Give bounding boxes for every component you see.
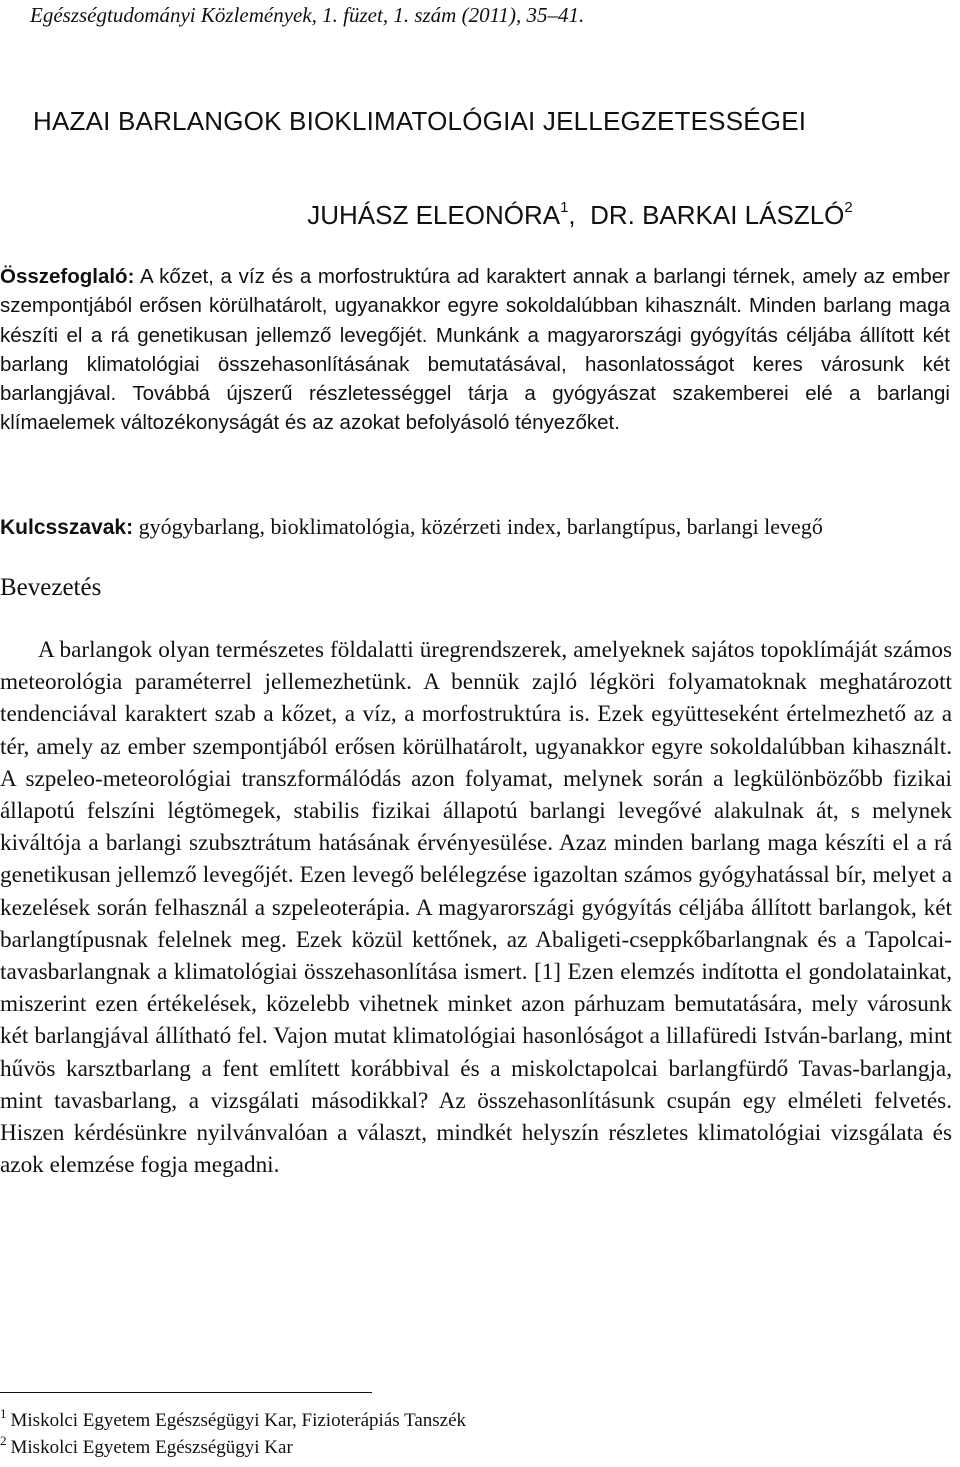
author-affiliation-mark: 2 xyxy=(844,199,853,216)
article-title: HAZAI BARLANGOK BIOKLIMATOLÓGIAI JELLEGZETESSÉGEI xyxy=(33,106,807,136)
author-name: DR. BARKAI LÁSZLÓ xyxy=(590,200,845,230)
abstract-text: A kőzet, a víz és a morfostruktúra ad karaktert annak a barlangi térnek, amely az ember szempontjából erősen körülhatárolt, ugyanakkor egyre sokoldalúbban kihasznált. Minden barlang maga készíti el a rá genetikusan jellemző levegőjét. Munkánk a magyarországi gyógyítás céljába állított két barlang klimatológiai összehasonlításának bemutatásával, hasonlatosságot keres városunk két barlangjával. Továbbá újszerű részletességgel tárja a gyógyászat szakemberei elé a barlangi klímaelemek változékonyságát és az azokat befolyásoló tényezőket. xyxy=(0,265,950,435)
footnote-divider xyxy=(0,1392,372,1393)
section-heading: Bevezetés xyxy=(0,574,102,601)
journal-citation: Egészségtudományi Közlemények, 1. füzet, 1. szám (2011), 35–41. xyxy=(30,3,585,27)
author-separator: , xyxy=(568,200,576,230)
footnote-item xyxy=(0,1434,466,1461)
footnote-text: Miskolci Egyetem Egészségügyi Kar xyxy=(10,1437,293,1458)
author-affiliation-mark: 1 xyxy=(560,199,569,216)
footnote-text: Miskolci Egyetem Egészségügyi Kar, Fizioterápiás Tanszék xyxy=(10,1410,467,1431)
body-paragraph xyxy=(0,634,952,1181)
author-list xyxy=(0,198,960,232)
abstract xyxy=(0,262,950,438)
keywords xyxy=(0,512,950,543)
body-paragraph-text: A barlangok olyan természetes földalatti üregrendszerek, amelyeknek sajátos topoklímáját számos meteorológia paraméterrel jellemezhetünk. A bennük zajló légköri folyamatoknak meghatározott tendenciával karaktert szab a kőzet, a víz, a morfostruktúra is. Ezek együtteseként értelmezhető az a tér, amely az ember szempontjából erősen körülhatárolt, ugyanakkor egyre sokoldalúbban kihasznált. A szpeleo-meteorológiai transzformálódás azon folyamat, melynek során a legkülönbözőbb fizikai állapotú felszíni légtömegek, stabilis fizikai állapotú barlangi levegővé alakulnak át, s melynek kiváltója a barlangi szubsztrátum hatásának érvényesülése. Azaz minden barlang maga készíti el a rá genetikusan jellemző levegőjét. Ezen levegő belélegzése igazoltan számos gyógyhatással bír, melyet a kezelések során felhasznál a szpeleoterápia. A magyarországi gyógyítás céljába állított barlangok, két barlangtípusnak felelnek meg. Ezek közül kettőnek, az Abaligeti-cseppkőbarlangnak és a Tapolcai-tavasbarlangnak a klimatológiai összehasonlítása ismert. [1] Ezen elemzés indította el gondolatainkat, miszerint ezen értékelések, közelebb vihetnek minket azon párhuzam bemutatására, mely városunk két barlangjával állítható fel. Vajon mutat klimatológiai hasonlóságot a lillafüredi István-barlang, mint hűvös karsztbarlang a fent említett korábbival és a miskolctapolcai barlangfürdő Tavas-barlangja, mint tavasbarlang, a vizsgálati másodikkal? Az összehasonlításunk csupán egy elméleti felvetés. Hiszen kérdésünkre nyilvánvalóan a választ, mindkét helyszín részletes klimatológiai vizsgálata és azok elemzése fogja megadni. xyxy=(0,637,952,1179)
footnote-item xyxy=(0,1407,466,1434)
author-name: JUHÁSZ ELEONÓRA xyxy=(307,200,561,230)
keywords-text: gyógybarlang, bioklimatológia, közérzeti index, barlangtípus, barlangi levegő xyxy=(138,514,823,539)
footnote-mark: 1 xyxy=(0,1406,7,1421)
keywords-label: Kulcsszavak: xyxy=(0,516,134,539)
footnotes xyxy=(0,1407,466,1461)
footnote-mark: 2 xyxy=(0,1433,7,1448)
abstract-label: Összefoglaló: xyxy=(0,265,135,288)
